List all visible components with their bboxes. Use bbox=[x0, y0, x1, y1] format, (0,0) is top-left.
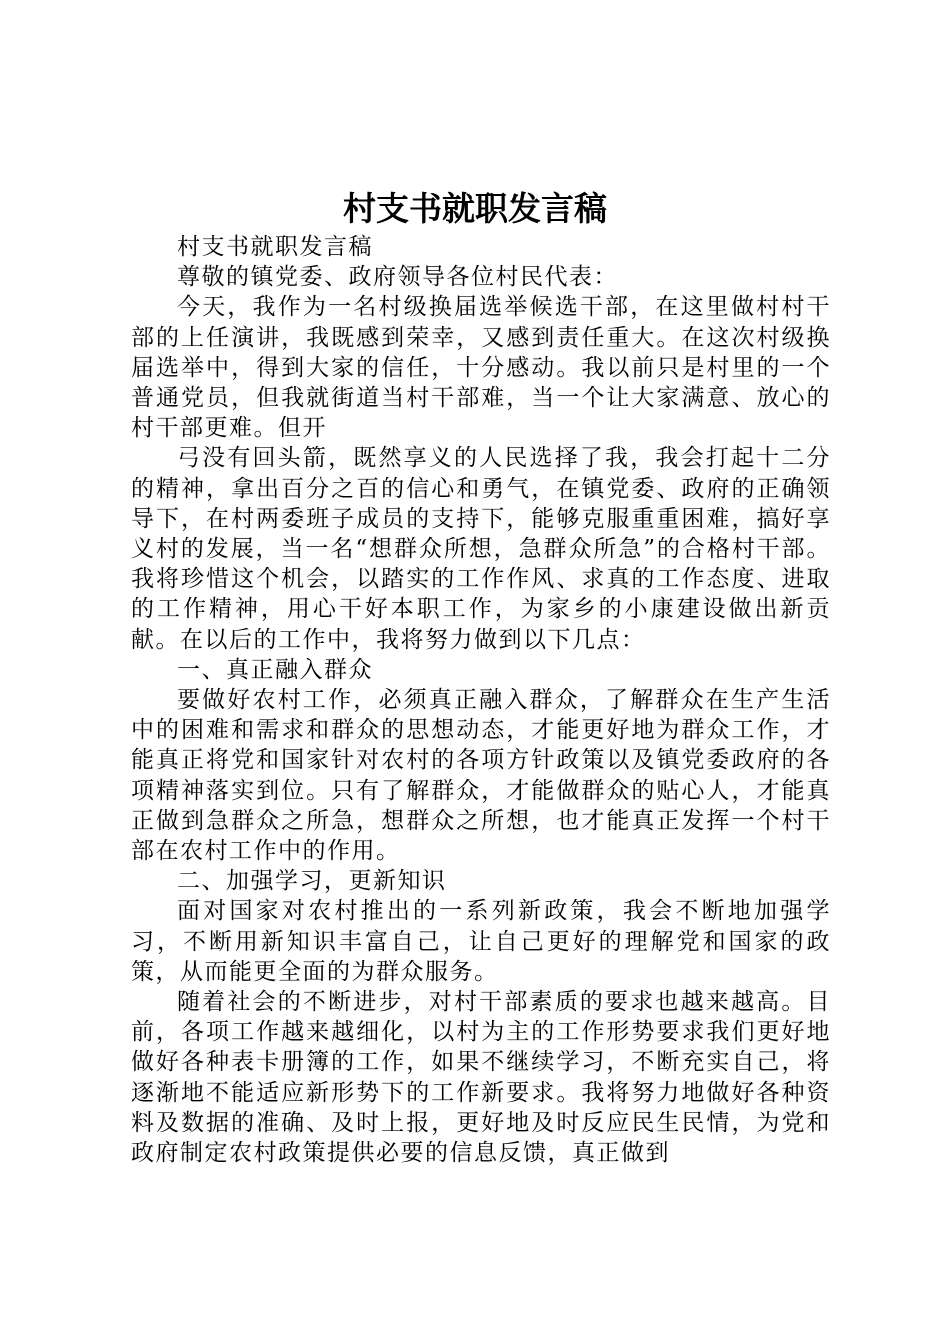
salutation-paragraph: 尊敬的镇党委、政府领导各位村民代表： bbox=[177, 264, 618, 291]
paragraph: 面对国家对农村推出的一系列新政策，我会不断地加强学习，不断用新知识丰富自己，让自己更好的理解党和国家的政策，从而能更全面的为群众服务。 bbox=[131, 898, 831, 985]
document-body bbox=[131, 232, 831, 1168]
section-heading: 一、真正融入群众 bbox=[177, 656, 373, 683]
paragraph: 村支书就职发言稿 bbox=[177, 234, 373, 260]
paragraph: 要做好农村工作，必须真正融入群众，了解群众在生产生活中的困难和需求和群众的思想动态，才能更好地为群众工作，才能真正将党和国家针对农村的各项方针政策以及镇党委政府的各项精神落实到位。只有了解群众，才能做群众的贴心人，才能真正做到急群众之所急，想群众之所想，也才能真正发挥一个村干部在农村工作中的作用。 bbox=[131, 687, 831, 865]
section-heading: 二、加强学习，更新知识 bbox=[177, 868, 447, 895]
paragraph: 今天，我作为一名村级换届选举候选干部，在这里做村村干部的上任演讲，我既感到荣幸，又感到责任重大。在这次村级换届选举中，得到大家的信任，十分感动。我以前只是村里的一个普通党员，但我就街道当村干部难，当一个让大家满意、放心的村干部更难。但开 bbox=[131, 294, 831, 442]
paragraph: 弓没有回头箭，既然享义的人民选择了我，我会打起十二分的精神，拿出百分之百的信心和勇气，在镇党委、政府的正确领导下，在村两委班子成员的支持下，能够克服重重困难，搞好享义村的发展，当一名“想群众所想，急群众所急”的合格村干部。我将珍惜这个机会，以踏实的工作作风、求真的工作态度、进取的工作精神，用心干好本职工作，为家乡的小康建设做出新贡献。在以后的工作中，我将努力做到以下几点： bbox=[131, 445, 831, 653]
document-title: 村支书就职发言稿 bbox=[343, 189, 607, 228]
paragraph: 随着社会的不断进步，对村干部素质的要求也越来越高。目前，各项工作越来越细化，以村为主的工作形势要求我们更好地做好各种表卡册簿的工作，如果不继续学习，不断充实自己，将逐渐地不能适应新形势下的工作新要求。我将努力地做好各种资料及数据的准确、及时上报，更好地及时反应民生民情，为党和政府制定农村政策提供必要的信息反馈，真正做到 bbox=[131, 989, 831, 1167]
